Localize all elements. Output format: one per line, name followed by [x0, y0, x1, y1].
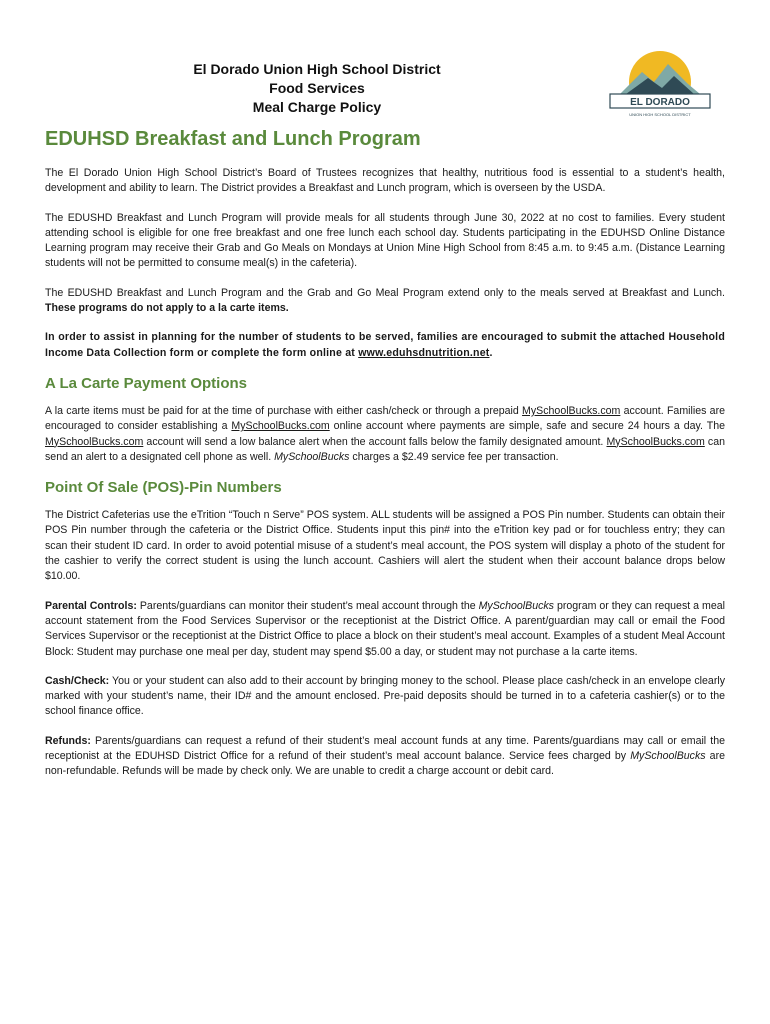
logo-subtitle: UNION HIGH SCHOOL DISTRICT — [629, 112, 691, 117]
nutrition-website-link[interactable]: www.eduhsdnutrition.net — [358, 346, 490, 359]
myschoolbucks-link-1[interactable]: MySchoolBucks.com — [522, 404, 621, 417]
alacarte-paragraph — [45, 404, 725, 465]
logo-text: EL DORADO — [630, 97, 690, 108]
pos-paragraph: The District Cafeterias use the eTrition “Touch n Serve” POS system. ALL students will be assigned a POS Pin number. Students can obtain their POS Pin number through the cafeteria or the District Office. Students input this pin# into the eTrition key pad or for touchless entry; they can scan their student ID card. In order to avoid potential misuse of a student’s meal account, the POS system will display a photo of the student for the cashier to verify the correct student is using the lunch account. Cashiers will alert the student when their account balance drops below $10.00. — [45, 509, 725, 583]
cash-check-paragraph — [45, 674, 725, 720]
document-body — [45, 166, 725, 794]
a-la-carte-note: These programs do not apply to a la carte items. — [45, 302, 289, 315]
parental-text-2: program or they can request a meal account statement from the Food Services Supervisor or the receptionist at the District Office. A parent/guardian may call or email the Food Services Supervisor or the receptionist at the District Office to place a block on their student’s meal account. Examples of a student Meal Account Block: Student may purchase one meal per day, student may spend $5.00 a day, or student may not purchase a la carte items. — [45, 599, 726, 658]
district-logo — [604, 50, 716, 122]
alacarte-text-5: can send an alert to a designated cell phone as well. — [45, 435, 725, 463]
intro-paragraph-3 — [45, 286, 725, 317]
refunds-text-1: Parents/guardians can request a refund of their student’s meal account funds at any time. Parents/guardians may call or email the receptionist at the EDUHSD District Office for a refund of their student’s meal account balance. Service fees charged by — [45, 734, 725, 763]
intro-paragraph-4 — [45, 330, 725, 361]
alacarte-text-2: account. Families are encouraged to consider establishing a — [45, 404, 725, 433]
parental-text-1: Parents/guardians can monitor their student’s meal account through the — [136, 599, 479, 612]
intro-p4-text: In order to assist in planning for the number of students to be served, families are encouraged to submit the attached Household Income Data Collection form or complete the form online at — [45, 331, 725, 359]
myschoolbucks-link-3[interactable]: MySchoolBucks.com — [45, 435, 144, 448]
parental-brand: MySchoolBucks — [478, 599, 554, 612]
intro-paragraph-1: The El Dorado Union High School District’s Board of Trustees recognizes that healthy, nutritious food is essential to a student’s health, development and ability to learn. The District provides a Breakfast and Lunch program, which is overseen by the USDA. — [45, 167, 725, 195]
parental-controls-paragraph — [45, 599, 725, 660]
refunds-brand: MySchoolBucks — [630, 750, 706, 763]
document-header — [0, 60, 634, 117]
alacarte-text-3: online account where payments are simple, safe and secure 24 hours a day. The — [329, 420, 725, 433]
department-name: Food Services — [269, 80, 365, 96]
intro-p4-end: . — [489, 346, 493, 359]
myschoolbucks-link-2[interactable]: MySchoolBucks.com — [231, 420, 330, 433]
myschoolbucks-brand: MySchoolBucks — [274, 450, 350, 463]
section-heading-alacarte: A La Carte Payment Options — [45, 374, 247, 392]
parental-controls-label: Parental Controls: — [45, 599, 137, 612]
section-heading-pos: Point Of Sale (POS)-Pin Numbers — [45, 479, 282, 497]
refunds-label: Refunds: — [45, 734, 91, 747]
alacarte-text-1: A la carte items must be paid for at the time of purchase with either cash/check or through a prepaid — [45, 404, 523, 417]
page-title: EDUHSD Breakfast and Lunch Program — [45, 128, 421, 150]
cash-check-label: Cash/Check: — [45, 674, 110, 687]
myschoolbucks-link-4[interactable]: MySchoolBucks.com — [606, 435, 705, 448]
intro-p3-text: The EDUSHD Breakfast and Lunch Program and the Grab and Go Meal Program extend only to the meals served at Breakfast and Lunch. — [45, 286, 725, 299]
alacarte-text-6: charges a $2.49 service fee per transaction. — [349, 450, 559, 463]
refunds-paragraph — [45, 734, 725, 780]
alacarte-text-4: account will send a low balance alert when the account falls below the family designated amount. — [143, 435, 607, 448]
policy-name: Meal Charge Policy — [252, 99, 382, 115]
refunds-text-2: are non-refundable. Refunds will be made by check only. We are unable to credit a charge account or debit card. — [45, 750, 725, 778]
intro-paragraph-2: The EDUSHD Breakfast and Lunch Program will provide meals for all students through June 30, 2022 at no cost to families. Every student attending school is eligible for one free breakfast and one free lunch each school day. Students participating in the EDUHSD Online Distance Learning program may receive their Grab and Go Meals on Mondays at Union Mine High School from 8:45 a.m. to 9:45 a.m. (Distance Learning students will not be permitted to consume meal(s) in the cafeteria). — [45, 211, 725, 270]
cash-check-text: You or your student can also add to their account by bringing money to the school. Please place cash/check in an envelope clearly marked with your student’s name, their ID# and the amount enclosed. Pre-paid deposits should be turned in to a cafeteria cashier(s) or to the school finance office. — [45, 674, 725, 718]
district-name: El Dorado Union High School District — [193, 61, 441, 77]
